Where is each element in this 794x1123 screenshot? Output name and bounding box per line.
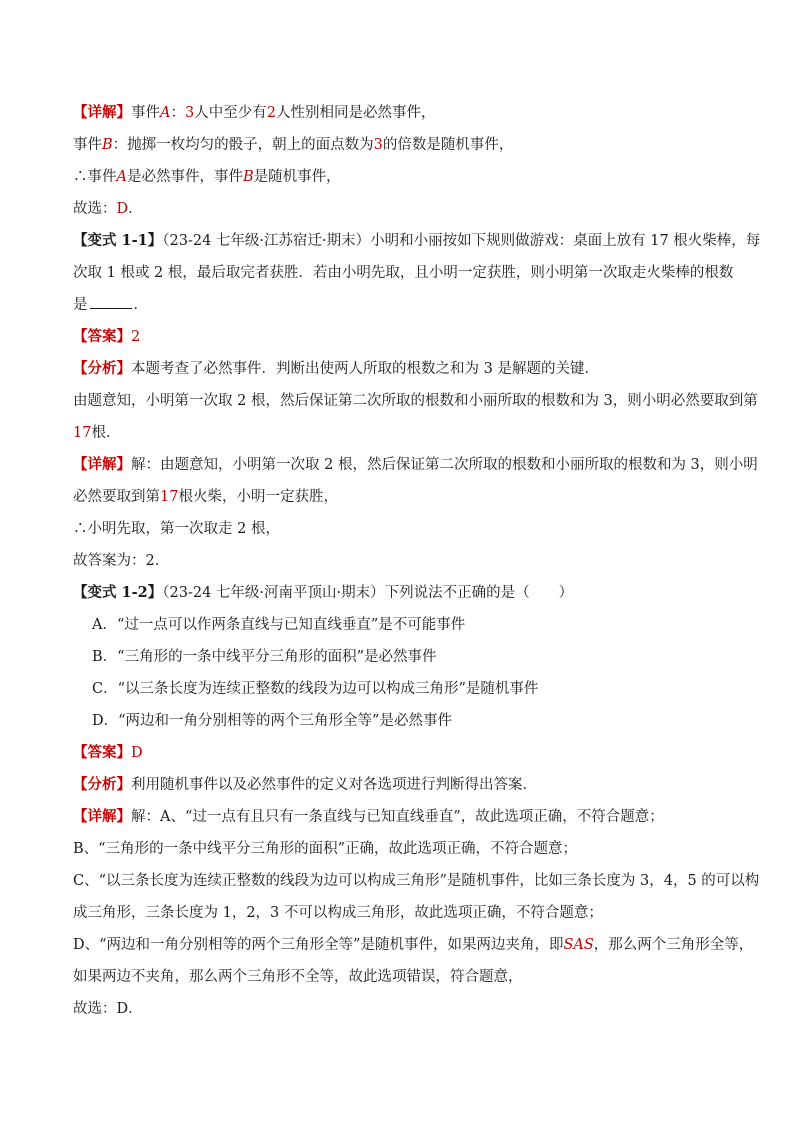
q12-detail-line-6: 如果两边不夹角，那么两个三角形不全等，故此选项错误，符合题意， (73, 969, 523, 985)
q12-tag: 【变式 1-2】 (73, 584, 163, 601)
q12-option-b: B．“三角形的一条中线平分三角形的面积”是必然事件 (92, 649, 437, 665)
detail-tag: 【详解】 (73, 808, 131, 825)
detail-tag: 【详解】 (73, 456, 131, 473)
q11-detail-line-4: 故答案为：2． (73, 553, 170, 569)
detail-line-4: 故选：D． (73, 201, 143, 217)
q12-option-d: D．“两边和一角分别相等的两个三角形全等”是必然事件 (92, 713, 452, 729)
q12-detail-line-1: 【详解】解：A、“过一点有且只有一条直线与已知直线垂直”，故此选项正确，不符合题意； (73, 808, 664, 825)
q12-option-c: C．“以三条长度为连续正整数的线段为边可以构成三角形”是随机事件 (92, 681, 539, 697)
q12-detail-line-2: B、“三角形的一条中线平分三角形的面积”正确，故此选项正确，不符合题意； (73, 841, 577, 857)
q11-answer: 【答案】2 (73, 328, 141, 345)
q11-stem-line-1: 【变式 1-1】（23-24 七年级·江苏宿迁·期末）小明和小丽按如下规则做游戏：桌面上放有 17 根火柴棒，每 (73, 232, 761, 249)
analysis-tag: 【分析】 (73, 360, 131, 377)
q12-stem: 【变式 1-2】（23-24 七年级·河南平顶山·期末）下列说法不正确的是（ ） (73, 584, 574, 601)
q12-detail-line-7: 故选：D． (73, 1001, 143, 1017)
q11-analysis-line-3: 17根． (73, 425, 121, 441)
q12-answer: 【答案】D (73, 744, 143, 761)
detail-line-2: 事件B：抛掷一枚均匀的骰子，朝上的面点数为3的倍数是随机事件， (73, 137, 514, 153)
q12-detail-line-3: C、“以三条长度为连续正整数的线段为边可以构成三角形”是随机事件，比如三条长度为 3，4，5 的可以构 (73, 873, 760, 889)
q12-detail-line-5: D、“两边和一角分别相等的两个三角形全等”是随机事件，如果两边夹角，即SAS，那么两个三角形全等， (73, 937, 754, 953)
detail-tag: 【详解】 (73, 104, 131, 121)
q11-stem-line-3: 是 ． (73, 289, 728, 321)
q12-option-a: A．“过一点可以作两条直线与已知直线垂直”是不可能事件 (92, 617, 466, 633)
detail-line-3: ∴事件A是必然事件，事件B是随机事件， (73, 169, 341, 185)
q11-analysis-line-2: 由题意知，小明第一次取 2 根，然后保证第二次所取的根数和小丽所取的根数和为 3，则小明必然要取到第 (73, 393, 758, 409)
q11-detail-line-3: ∴小明先取，第一次取走 2 根， (73, 521, 280, 537)
detail-line-1: 【详解】事件A：3人中至少有2人性别相同是必然事件， (73, 104, 436, 121)
q11-detail-line-2: 必然要取到第17根火柴，小明一定获胜， (73, 489, 338, 505)
q11-detail-line-1: 【详解】解：由题意知，小明第一次取 2 根，然后保证第二次所取的根数和小丽所取的根数和为 3，则小明 (73, 456, 758, 473)
document-content (73, 97, 761, 1025)
analysis-tag: 【分析】 (73, 776, 131, 793)
answer-tag: 【答案】 (73, 328, 131, 345)
answer-tag: 【答案】 (73, 744, 131, 761)
q11-tag: 【变式 1-1】 (73, 232, 163, 249)
q11-analysis-line-1: 【分析】本题考查了必然事件．判断出使两人所取的根数之和为 3 是解题的关键． (73, 360, 599, 377)
answer-blank (90, 294, 132, 309)
q11-stem-line-2: 次取 1 根或 2 根，最后取完者获胜．若由小明先取，且小明一定获胜，则小明第一次取走火柴棒的根数 (73, 265, 734, 281)
q12-detail-line-4: 成三角形，三条长度为 1，2，3 不可以构成三角形，故此选项正确，不符合题意； (73, 905, 603, 921)
q12-analysis: 【分析】利用随机事件以及必然事件的定义对各选项进行判断得出答案． (73, 776, 537, 793)
